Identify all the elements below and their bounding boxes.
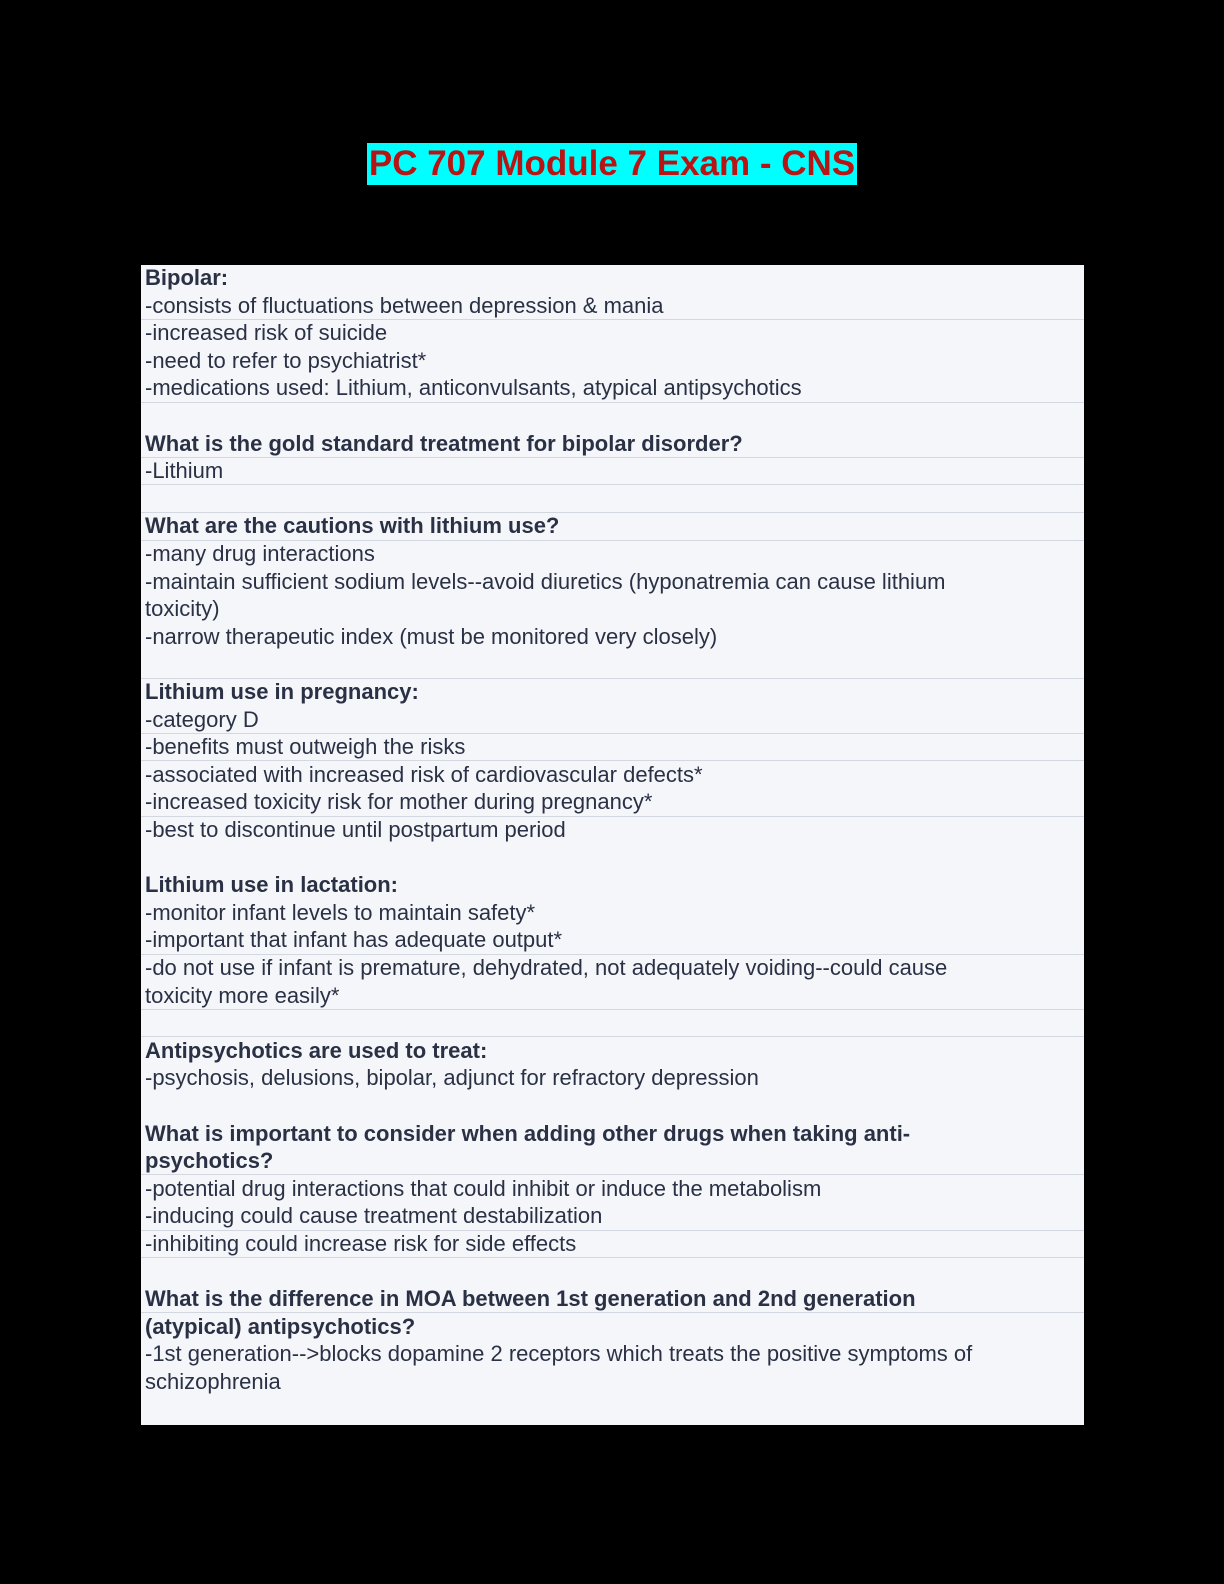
- note-line: -narrow therapeutic index (must be monitored very closely): [145, 623, 718, 649]
- question-heading: Lithium use in lactation:: [145, 872, 399, 898]
- note-line: schizophrenia: [145, 1369, 281, 1394]
- row-divider: [141, 540, 1084, 541]
- note-line: toxicity more easily*: [145, 982, 340, 1008]
- note-line: toxicity): [145, 596, 220, 622]
- row-divider: [141, 678, 1084, 679]
- note-line: -medications used: Lithium, anticonvulsants, atypical antipsychotics: [145, 375, 802, 401]
- note-line: -best to discontinue until postpartum period: [145, 817, 566, 842]
- title-container: [0, 143, 1224, 185]
- question-heading: psychotics?: [145, 1148, 274, 1174]
- note-line: -potential drug interactions that could inhibit or induce the metabolism: [145, 1175, 822, 1201]
- row-divider: [141, 1174, 1084, 1175]
- note-line: -Lithium: [145, 458, 224, 484]
- row-divider: [141, 1257, 1084, 1258]
- note-line: -increased toxicity risk for mother during pregnancy*: [145, 789, 653, 815]
- note-line: -1st generation-->blocks dopamine 2 receptors which treats the positive symptoms of: [145, 1341, 973, 1367]
- row-divider: [141, 512, 1084, 513]
- row-divider: [141, 457, 1084, 458]
- question-heading: What is the gold standard treatment for bipolar disorder?: [145, 430, 743, 456]
- question-heading: What is the difference in MOA between 1st generation and 2nd generation: [145, 1286, 916, 1312]
- blank-line: [145, 402, 1080, 430]
- blank-line: [145, 1092, 1080, 1120]
- question-heading: Lithium use in pregnancy:: [145, 679, 419, 704]
- blank-line: [145, 844, 1080, 872]
- row-divider: [141, 733, 1084, 734]
- question-heading: What is important to consider when adding other drugs when taking anti-: [145, 1120, 911, 1146]
- row-divider: [141, 1230, 1084, 1231]
- note-line: -important that infant has adequate output*: [145, 927, 563, 953]
- row-divider: [141, 319, 1084, 320]
- note-line: -category D: [145, 706, 259, 732]
- question-heading: Antipsychotics are used to treat:: [145, 1037, 488, 1063]
- note-line: -psychosis, delusions, bipolar, adjunct for refractory depression: [145, 1065, 759, 1091]
- row-divider: [141, 1312, 1084, 1313]
- note-line: -increased risk of suicide: [145, 320, 388, 346]
- notes-panel: [141, 265, 1084, 1425]
- note-line: -inhibiting could increase risk for side effects: [145, 1231, 577, 1256]
- row-divider: [141, 816, 1084, 817]
- note-line: -inducing could cause treatment destabilization: [145, 1203, 603, 1229]
- note-line: -benefits must outweigh the risks: [145, 734, 466, 760]
- blank-line: [145, 1258, 1080, 1286]
- blank-line: [145, 1009, 1080, 1037]
- question-heading: (atypical) antipsychotics?: [145, 1313, 416, 1339]
- note-line: -do not use if infant is premature, dehydrated, not adequately voiding--could cause: [145, 955, 948, 980]
- page-title: PC 707 Module 7 Exam - CNS: [368, 144, 856, 183]
- note-line: -monitor infant levels to maintain safety*: [145, 899, 536, 925]
- question-heading: Bipolar:: [145, 265, 229, 290]
- question-heading: What are the cautions with lithium use?: [145, 513, 560, 539]
- blank-line: [145, 650, 1080, 678]
- row-divider: [141, 760, 1084, 761]
- row-divider: [141, 484, 1084, 485]
- note-line: -many drug interactions: [145, 541, 375, 566]
- note-line: -consists of fluctuations between depression & mania: [145, 292, 664, 318]
- row-divider: [141, 1009, 1084, 1010]
- blank-line: [145, 485, 1080, 513]
- note-line: -need to refer to psychiatrist*: [145, 347, 427, 373]
- row-divider: [141, 954, 1084, 955]
- row-divider: [141, 1036, 1084, 1037]
- note-line: -associated with increased risk of cardiovascular defects*: [145, 761, 703, 787]
- note-line: -maintain sufficient sodium levels--avoid diuretics (hyponatremia can cause lithium: [145, 568, 946, 594]
- row-divider: [141, 402, 1084, 403]
